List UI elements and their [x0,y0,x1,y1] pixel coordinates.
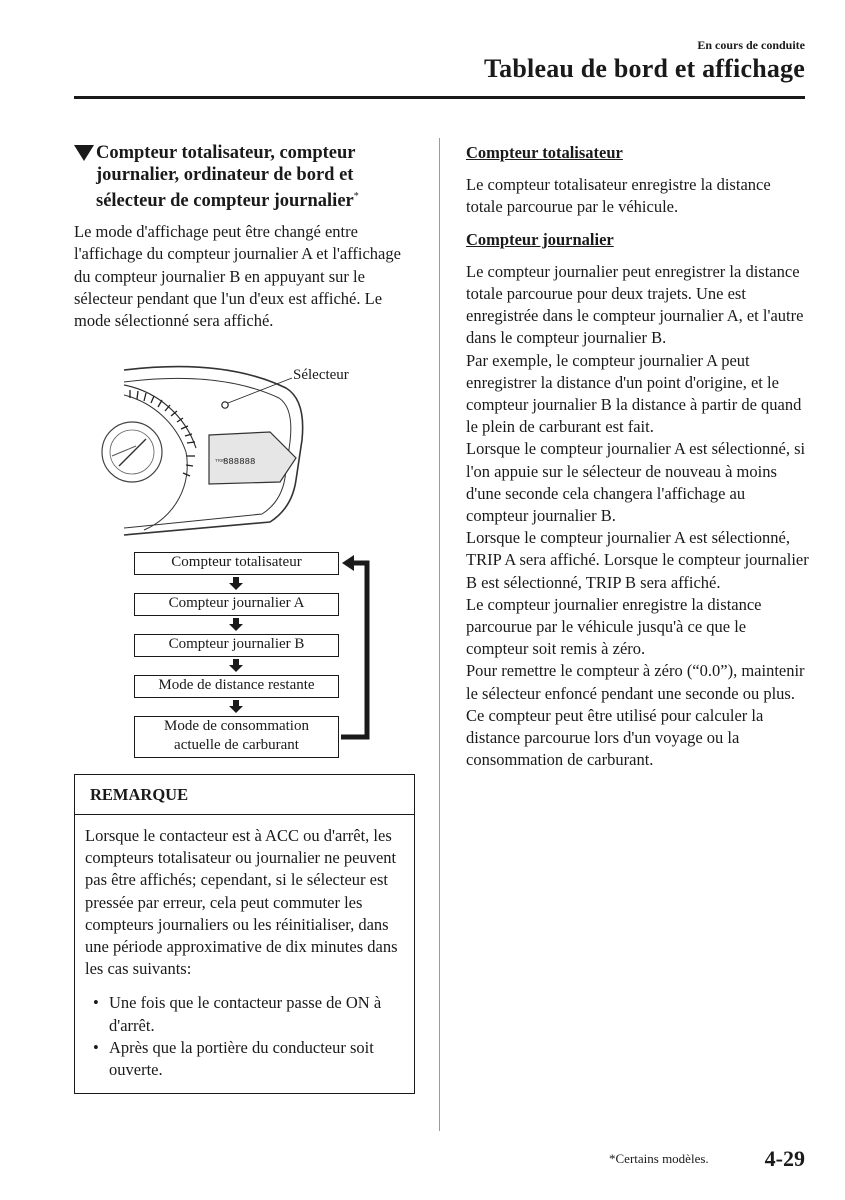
arrow-down-icon [228,700,244,714]
flow-box-trip-a: Compteur journalier A [134,593,339,616]
triangle-marker-icon [74,145,94,161]
page-number: 4-29 [764,1146,805,1171]
trip-meter-paragraph: Lorsque le compteur journalier A est sélectionné, TRIP A sera affiché. Lorsque le compteur journalier B est sélectionné, TRIP B sera affiché. [466,528,809,592]
selector-label: Sélecteur [293,367,349,383]
footnote-mark: * [353,191,359,202]
trip-meter-paragraph: Le compteur journalier enregistre la distance parcourue par le véhicule jusqu'à ce que le compteur soit remis à zéro. [466,594,762,659]
trip-meter-paragraph: Le compteur journalier peut enregistrer la distance totale parcourue pour deux trajets. Une est enregistrée dans le compteur journalier A, et l'autre dans le compteur journalier B. [466,261,804,348]
trip-meter-heading: Compteur journalier [466,229,614,249]
instrument-diagram [74,360,416,760]
chapter-label: En cours de conduite [697,38,805,52]
section-heading-line-1: Compteur totalisateur, compteur [96,143,356,163]
trip-meter-paragraph: Par exemple, le compteur journalier A peut enregistrer la distance d'un point d'origine, et le compteur journalier B la distance à partir de quand le plein de carburant est fait. [466,350,802,437]
remark-text: Lorsque le contacteur est à ACC ou d'arrêt, les compteurs totalisateur ou journalier ne peuvent pas être affichés; cependant, si le sélecteur est pressée par erreur, cela peut commuter les compteurs journaliers ou les réinitialiser, dans une période approximative de dix minutes dans les cas suivants: [85,826,398,979]
flow-box-remaining-range: Mode de distance restante [134,675,339,698]
arrow-down-icon [228,618,244,632]
odometer-text: Le compteur totalisateur enregistre la distance totale parcourue par le véhicule. [466,175,771,217]
footnote: *Certains modèles. [609,1151,709,1166]
arrow-down-icon [228,659,244,673]
remark-list-item: • Après que la portière du conducteur soit ouverte. [93,1037,374,1080]
remark-title: REMARQUE [75,775,414,815]
arrow-down-icon [228,577,244,591]
display-tag: TRIP [215,458,226,463]
display-readout: 888888 [223,457,256,467]
odometer-heading: Compteur totalisateur [466,143,623,162]
flow-box-odometer: Compteur totalisateur [134,552,339,575]
remark-body [75,815,414,1093]
instrument-cluster-illustration [74,360,416,540]
remark-list-item: • Une fois que le contacteur passe de ON à d'arrêt. [93,993,382,1035]
trip-meter-paragraph: Lorsque le compteur journalier A est sélectionné, si l'on appuie sur le sélecteur de nouveau à moins d'une seconde cela changera l'affichage au compteur journalier B. [466,439,806,526]
flow-box-trip-b: Compteur journalier B [134,634,339,657]
section-heading-line-3: sélecteur de compteur journalier* [96,191,359,212]
trip-meter-paragraph: Pour remettre le compteur à zéro (“0.0”), maintenir le sélecteur enfoncé pendant une seconde ou plus. Ce compteur peut être utilisé pour calculer la distance parcourue lors d'un voyage ou la consommation de carburant. [466,661,805,770]
header-rule [74,96,805,99]
section-heading [74,142,416,212]
left-column [74,142,416,1080]
flow-box-fuel-consumption: Mode de consommation actuelle de carburant [134,716,339,758]
intro-paragraph: Le mode d'affichage peut être changé entre l'affichage du compteur journalier A et l'affichage du compteur journalier B en appuyant sur le sélecteur pendant que l'un d'eux est affiché. Le mode sélectionné sera affiché. [74,222,401,330]
page-title: Tableau de bord et affichage [484,54,805,83]
right-column [466,142,811,771]
column-divider [439,138,440,1131]
remark-box [74,774,415,1094]
remark-list [85,992,406,1081]
loop-back-arrow-icon [339,552,379,762]
section-heading-line-2: journalier, ordinateur de bord et [96,165,354,185]
